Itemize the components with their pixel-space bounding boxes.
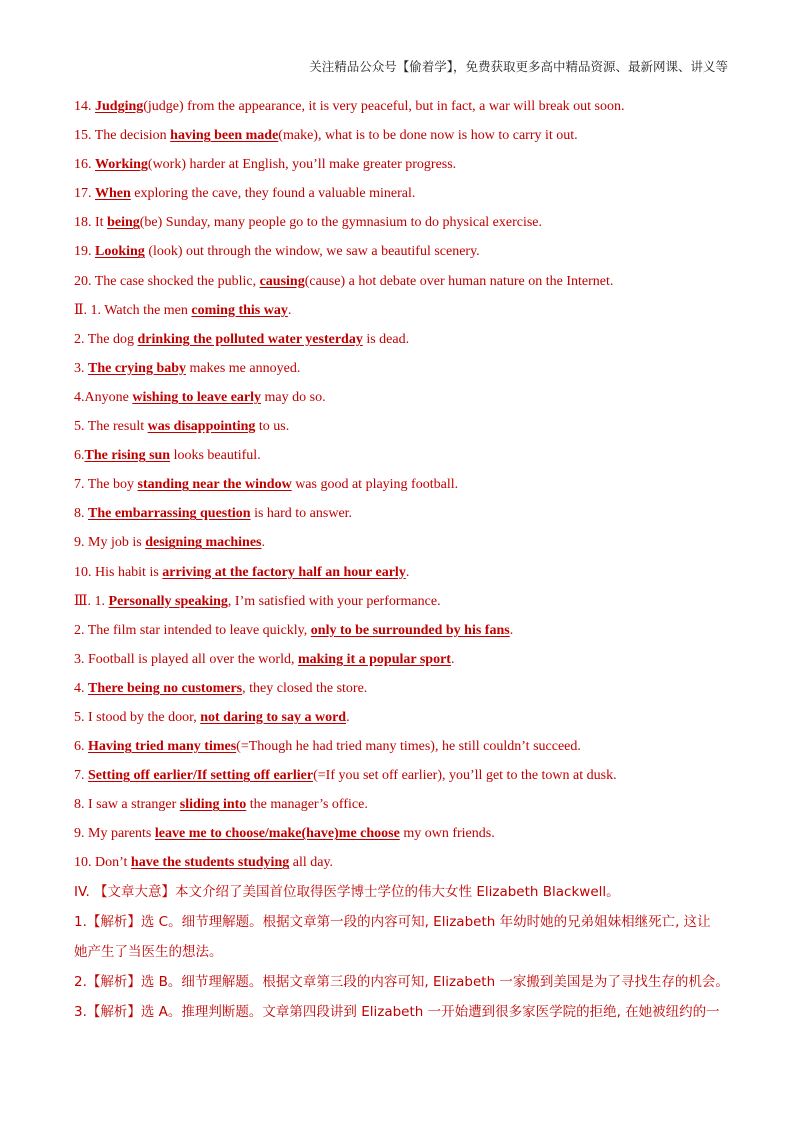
line-suffix: . bbox=[450, 651, 455, 667]
line-prefix: 10. Don’t bbox=[74, 855, 131, 871]
line-suffix: , they closed the store. bbox=[242, 680, 368, 696]
answer-line bbox=[74, 412, 734, 441]
answer-line bbox=[74, 179, 734, 208]
line-prefix: 6. bbox=[74, 448, 85, 464]
answer-blank: coming this way bbox=[191, 302, 288, 318]
line-suffix: is dead. bbox=[362, 331, 410, 347]
answer-lines bbox=[74, 92, 734, 878]
line-prefix: 7. The boy bbox=[74, 477, 138, 493]
line-suffix: is hard to answer. bbox=[250, 506, 353, 522]
line-prefix: 7. bbox=[74, 768, 88, 784]
line-suffix: . bbox=[261, 535, 265, 551]
line-suffix: my own friends. bbox=[399, 826, 495, 842]
line-suffix: . bbox=[509, 622, 514, 638]
answer-line bbox=[74, 470, 734, 499]
section4-q1-line2: 她产生了当医生的想法。 bbox=[74, 943, 223, 960]
answer-blank: The embarrassing question bbox=[88, 506, 251, 522]
line-suffix: looks beautiful. bbox=[170, 448, 261, 464]
line-suffix: exploring the cave, they found a valuable mineral. bbox=[130, 186, 416, 202]
line-prefix: 3. bbox=[74, 360, 88, 376]
answer-blank: Judging bbox=[95, 99, 144, 114]
answer-line bbox=[74, 616, 734, 645]
line-suffix: (be) Sunday, many people go to the gymnasium to do physical exercise. bbox=[139, 215, 543, 231]
line-prefix: 4.Anyone bbox=[74, 389, 133, 405]
section4-q3: 3.【解析】选 A。推理判断题。文章第四段讲到 Elizabeth 一开始遭到很多家医学院的拒绝, 在她被纽约的一 bbox=[74, 1003, 720, 1020]
answer-blank: leave me to choose/make(have)me choose bbox=[154, 826, 400, 842]
answer-line bbox=[74, 121, 734, 150]
answer-blank: Setting off earlier/If setting off earlier bbox=[88, 768, 314, 784]
answer-line bbox=[74, 441, 734, 470]
line-prefix: 18. It bbox=[74, 215, 108, 231]
answer-blank: not daring to say a word bbox=[200, 709, 347, 725]
line-suffix: may do so. bbox=[261, 389, 326, 405]
answer-line bbox=[74, 732, 734, 761]
line-suffix: (=Though he had tried many times), he still couldn’t succeed. bbox=[236, 739, 581, 755]
answer-line bbox=[74, 296, 734, 325]
line-prefix: 14. bbox=[74, 99, 95, 114]
line-prefix: 15. The decision bbox=[74, 128, 171, 144]
line-suffix: . bbox=[287, 302, 292, 318]
answer-blank: drinking the polluted water yesterday bbox=[137, 331, 363, 347]
line-suffix: (cause) a hot debate over human nature on the Internet. bbox=[304, 273, 614, 289]
answer-line bbox=[74, 674, 734, 703]
line-prefix: 6. bbox=[74, 739, 88, 755]
answer-line bbox=[74, 92, 734, 121]
answer-blank: Personally speaking bbox=[108, 593, 228, 609]
line-prefix: 5. I stood by the door, bbox=[74, 709, 201, 725]
answer-line bbox=[74, 237, 734, 266]
line-suffix: was good at playing football. bbox=[291, 477, 459, 493]
answer-line bbox=[74, 761, 734, 790]
line-prefix: 5. The result bbox=[74, 419, 148, 435]
answer-blank: The rising sun bbox=[84, 448, 171, 464]
section4-intro: ⅠV. 【文章大意】本文介绍了美国首位取得医学博士学位的伟大女性 Elizabeth Blackwell。 bbox=[74, 883, 620, 900]
line-prefix: 2. The film star intended to leave quickly, bbox=[74, 622, 311, 638]
answer-blank: The crying baby bbox=[88, 360, 187, 376]
line-prefix: 9. My job is bbox=[74, 535, 146, 551]
line-prefix: 16. bbox=[74, 157, 95, 173]
answer-line bbox=[74, 848, 734, 877]
answer-line bbox=[74, 325, 734, 354]
answer-blank: only to be surrounded by his fans bbox=[310, 622, 510, 638]
answer-blank: causing bbox=[259, 273, 305, 289]
line-prefix: 4. bbox=[74, 680, 88, 696]
line-prefix: 17. bbox=[74, 186, 95, 202]
line-suffix: . bbox=[405, 564, 410, 580]
line-prefix: 20. The case shocked the public, bbox=[74, 273, 260, 289]
answer-content bbox=[74, 92, 734, 1027]
answer-line bbox=[74, 383, 734, 412]
line-prefix: 19. bbox=[74, 244, 95, 260]
line-suffix: makes me annoyed. bbox=[186, 360, 301, 376]
line-suffix: (look) out through the window, we saw a beautiful scenery. bbox=[144, 244, 480, 260]
line-prefix: 2. The dog bbox=[74, 331, 138, 347]
answer-blank: Looking bbox=[95, 244, 145, 260]
answer-line bbox=[74, 790, 734, 819]
line-prefix: Ⅲ. 1. bbox=[74, 593, 109, 609]
section4-q1-line1: 1.【解析】选 C。细节理解题。根据文章第一段的内容可知, Elizabeth 年幼时她的兄弟姐妹相继死亡, 这让 bbox=[74, 913, 711, 930]
line-prefix: 8. bbox=[74, 506, 88, 522]
page-header: 关注精品公众号【偷着学】，免费获取更多高中精品资源、最新网课、讲义等 bbox=[309, 59, 728, 74]
answer-line bbox=[74, 150, 734, 179]
line-prefix: 3. Football is played all over the world, bbox=[74, 651, 298, 667]
answer-blank: sliding into bbox=[179, 797, 247, 813]
line-prefix: 8. I saw a stranger bbox=[74, 797, 180, 813]
line-suffix: (=If you set off earlier), you’ll get to the town at dusk. bbox=[313, 768, 617, 784]
answer-blank: being bbox=[107, 215, 140, 231]
answer-line bbox=[74, 819, 734, 848]
line-prefix: 10. His habit is bbox=[74, 564, 163, 580]
answer-line bbox=[74, 558, 734, 587]
line-suffix: (make), what is to be done now is how to carry it out. bbox=[278, 128, 578, 144]
section4-q2: 2.【解析】选 B。细节理解题。根据文章第三段的内容可知, Elizabeth 一家搬到美国是为了寻找生存的机会。 bbox=[74, 973, 729, 990]
line-suffix: . bbox=[346, 709, 350, 725]
line-suffix: (judge) from the appearance, it is very peaceful, but in fact, a war will break out soon. bbox=[143, 99, 625, 114]
answer-line bbox=[74, 354, 734, 383]
answer-blank: was disappointing bbox=[147, 419, 256, 435]
line-suffix: , I’m satisfied with your performance. bbox=[227, 593, 441, 609]
line-suffix: (work) harder at English, you’ll make greater progress. bbox=[147, 157, 457, 173]
answer-line bbox=[74, 208, 734, 237]
answer-line bbox=[74, 499, 734, 528]
answer-line bbox=[74, 645, 734, 674]
answer-blank: arriving at the factory half an hour early bbox=[162, 564, 406, 580]
answer-blank: having been made bbox=[170, 128, 279, 144]
line-prefix: Ⅱ. 1. Watch the men bbox=[74, 302, 192, 318]
answer-blank: making it a popular sport bbox=[297, 651, 451, 667]
answer-blank: Working bbox=[95, 157, 148, 173]
line-prefix: 9. My parents bbox=[74, 826, 155, 842]
answer-blank: have the students studying bbox=[130, 855, 290, 871]
answer-line bbox=[74, 528, 734, 557]
line-suffix: all day. bbox=[289, 855, 334, 871]
line-suffix: to us. bbox=[255, 419, 290, 435]
answer-line bbox=[74, 587, 734, 616]
answer-blank: designing machines bbox=[145, 535, 262, 551]
answer-line bbox=[74, 703, 734, 732]
answer-blank: When bbox=[95, 186, 131, 202]
answer-blank: wishing to leave early bbox=[132, 389, 262, 405]
answer-line bbox=[74, 267, 734, 296]
answer-blank: standing near the window bbox=[137, 477, 292, 493]
answer-blank: There being no customers bbox=[88, 680, 243, 696]
line-suffix: the manager’s office. bbox=[246, 797, 368, 813]
answer-blank: Having tried many times bbox=[88, 739, 237, 755]
